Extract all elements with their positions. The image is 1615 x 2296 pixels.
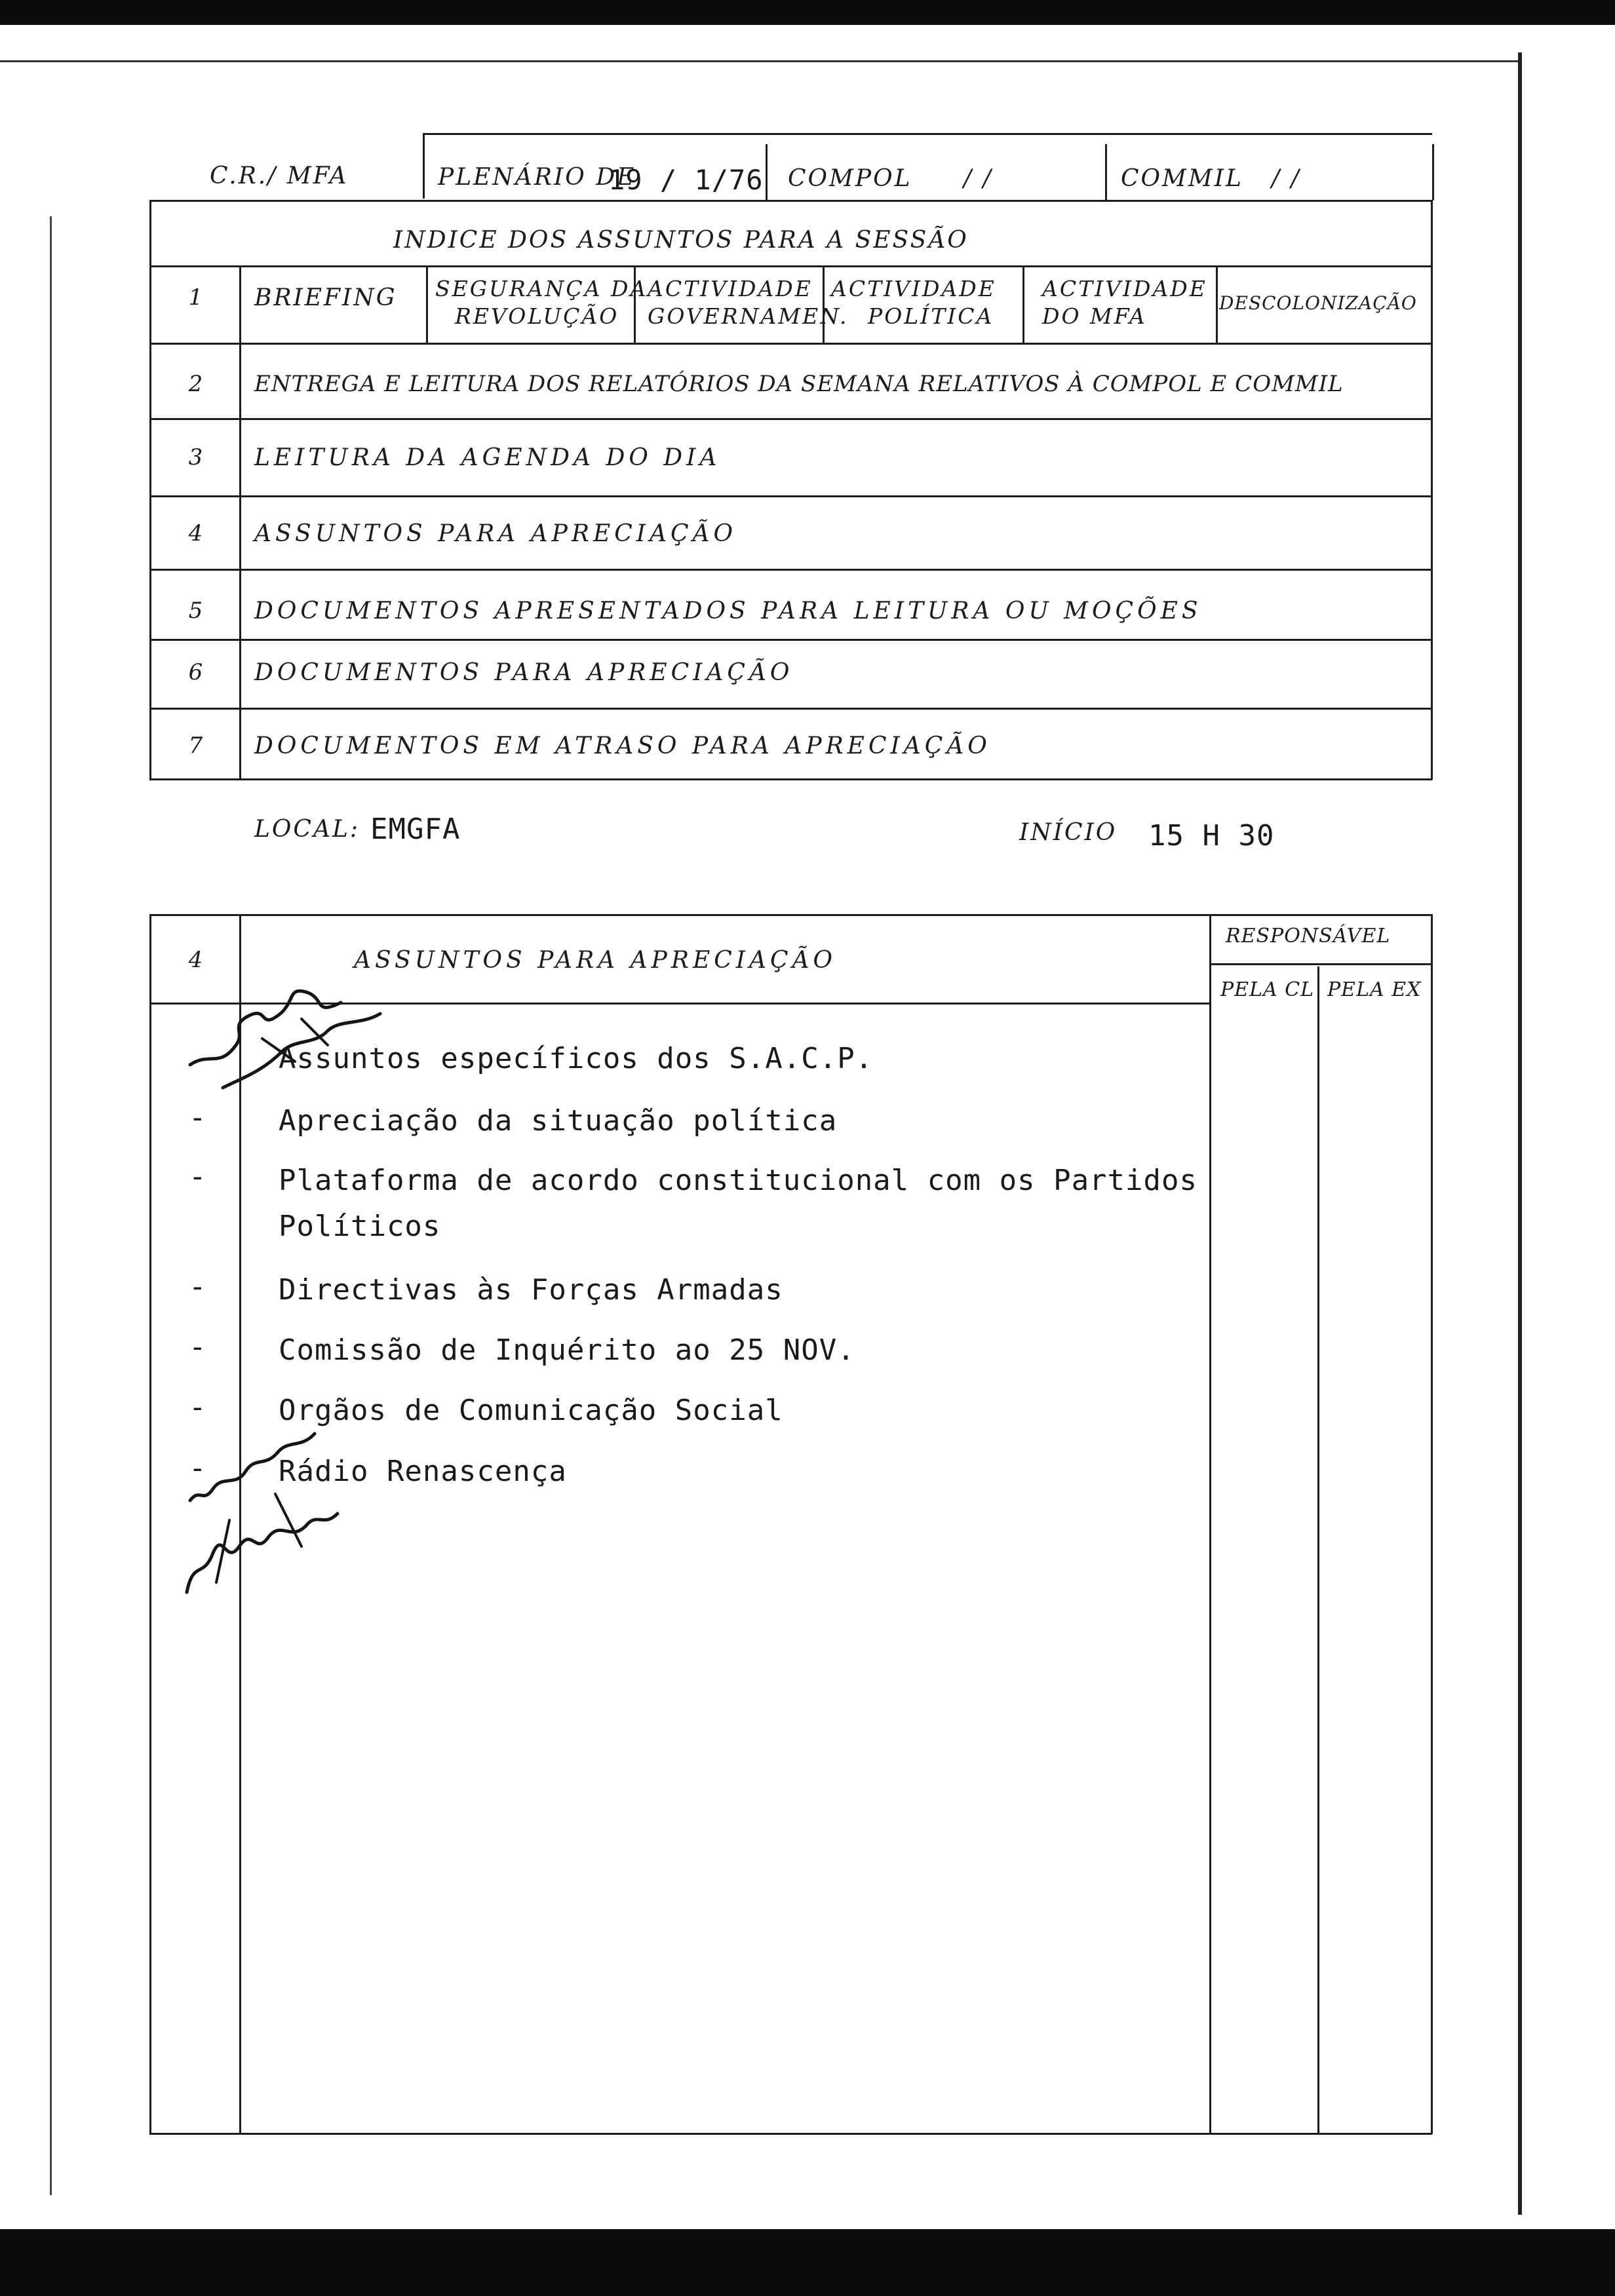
scan-border-right: [1518, 52, 1522, 2215]
agenda-item: Assuntos específicos dos S.A.C.P.: [279, 1042, 874, 1075]
commil-label: COMMIL: [1121, 165, 1243, 192]
compol-date: / /: [963, 165, 993, 192]
agenda-item: Orgãos de Comunicação Social: [279, 1394, 783, 1427]
scan-border-bottom: [0, 2229, 1615, 2296]
compol-label: COMPOL: [788, 165, 912, 192]
handwritten-annotation: [177, 1415, 347, 1612]
agenda-item: Apreciação da situação política: [279, 1104, 838, 1138]
item-dash: -: [189, 1101, 206, 1134]
row-number: 3: [188, 444, 205, 470]
responsavel-col-cl: PELA CL: [1220, 978, 1315, 1001]
agenda-item-continuation: Políticos: [279, 1210, 441, 1243]
index-row-7: DOCUMENTOS EM ATRASO PARA APRECIAÇÃO: [254, 733, 991, 759]
responsavel-col-ex: PELA EX: [1327, 978, 1422, 1001]
agenda-item: Rádio Renascença: [279, 1455, 567, 1488]
scan-edge-line: [0, 60, 1521, 62]
index-row-2: ENTREGA E LEITURA DOS RELATÓRIOS DA SEMANA RELATIVOS À COMPOL E COMMIL: [254, 371, 1344, 397]
index-row-5: DOCUMENTOS APRESENTADOS PARA LEITURA OU MOÇÕES: [254, 598, 1202, 624]
agenda-title: ASSUNTOS PARA APRECIAÇÃO: [354, 947, 837, 974]
scan-border-left: [50, 216, 52, 2195]
org-label: C.R./ MFA: [210, 163, 349, 189]
row-number: 7: [188, 733, 205, 759]
local-value: EMGFA: [370, 813, 461, 846]
agenda-item: Comissão de Inquérito ao 25 NOV.: [279, 1333, 855, 1367]
inicio-value: 15 H 30: [1148, 819, 1275, 852]
actividade-gov-cell: ACTIVIDADE GOVERNAMEN.: [648, 276, 849, 329]
actividade-mfa-cell: ACTIVIDADE DO MFA: [1042, 276, 1207, 329]
index-row-3: LEITURA DA AGENDA DO DIA: [254, 444, 721, 471]
commil-date: / /: [1272, 165, 1301, 192]
item-dash: -: [189, 1451, 206, 1485]
descolonizacao-cell: DESCOLONIZAÇÃO: [1219, 292, 1417, 314]
agenda-item: Plataforma de acordo constitucional com os Partidos: [279, 1164, 1198, 1197]
row-number: 1: [188, 284, 205, 311]
plenario-label: PLENÁRIO DE: [438, 164, 636, 191]
item-dash: -: [189, 1330, 206, 1364]
seguranca-cell: SEGURANÇA DA REVOLUÇÃO: [435, 276, 648, 329]
row-number: 2: [188, 371, 205, 397]
item-dash: -: [189, 1390, 206, 1424]
scan-border-top: [0, 0, 1615, 25]
item-dash: -: [189, 1270, 206, 1303]
row-number: 5: [188, 598, 205, 624]
actividade-pol-cell: ACTIVIDADE POLÍTICA: [831, 276, 996, 329]
index-row-6: DOCUMENTOS PARA APRECIAÇÃO: [254, 659, 794, 686]
responsavel-header: RESPONSÁVEL: [1226, 925, 1391, 947]
index-title: INDICE DOS ASSUNTOS PARA A SESSÃO: [393, 227, 969, 254]
briefing-label: BRIEFING: [254, 284, 397, 311]
agenda-number: 4: [188, 947, 205, 973]
inicio-label: INÍCIO: [1019, 819, 1118, 846]
local-label: LOCAL:: [254, 816, 360, 843]
agenda-item: Directivas às Forças Armadas: [279, 1273, 783, 1307]
row-number: 4: [188, 520, 205, 546]
row-number: 6: [188, 659, 205, 685]
item-dash: -: [189, 1160, 206, 1193]
index-row-4: ASSUNTOS PARA APRECIAÇÃO: [254, 520, 737, 547]
plenario-date: 19 / 1/76: [608, 164, 764, 196]
handwritten-annotation: [184, 953, 393, 1104]
